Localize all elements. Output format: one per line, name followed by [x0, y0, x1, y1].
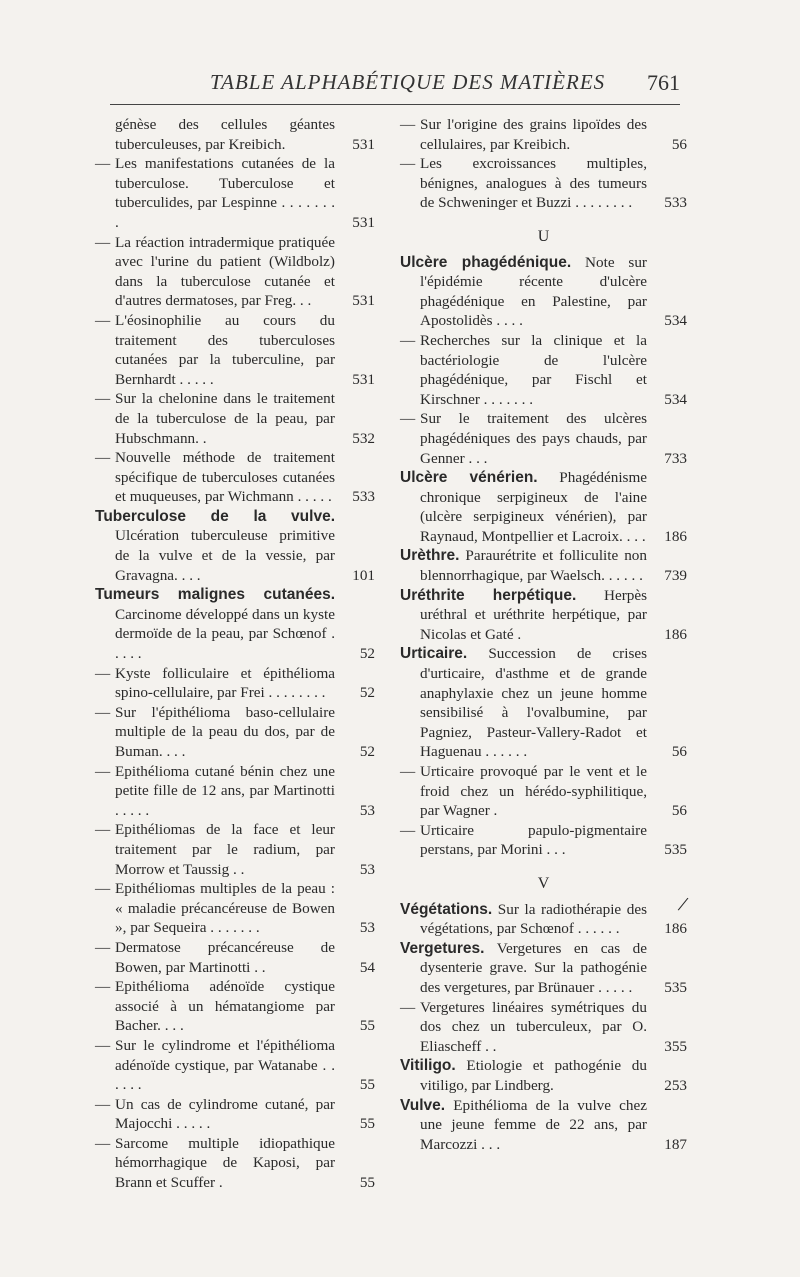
index-subentry — [95, 664, 375, 703]
index-subentry — [95, 703, 375, 762]
entry-description: Ulcération tuberculeuse primitive de la vulve et de la vessie, par Gravagna. . . . — [115, 527, 335, 584]
entry-page-ref: 101 — [352, 566, 375, 584]
entry-page-ref: 52 — [359, 684, 375, 702]
page-header — [110, 70, 680, 110]
entry-text: Sur le traitement des ulcères phagédéniques des pays chauds, par Genner . . . — [420, 410, 647, 467]
entry-dash: — — [95, 880, 111, 898]
entry-dash: — — [400, 998, 416, 1016]
index-entry — [400, 1056, 687, 1095]
index-subentry — [95, 977, 375, 1036]
entry-page-ref: 535 — [664, 978, 687, 996]
entry-dash: — — [400, 410, 416, 428]
letter-heading: V — [537, 874, 550, 892]
entry-text: L'éosinophilie au cours du traitement des tuberculoses cutanées par la tuberculine, par Bernhardt . . . . . — [115, 311, 335, 388]
index-subentry — [95, 154, 375, 232]
entry-page-ref: 534 — [664, 390, 687, 408]
entry-keyword: Urticaire. — [400, 645, 468, 663]
index-subentry — [95, 311, 375, 389]
entry-description: Note sur l'épidémie récente d'ulcère phagédénique en Palestine, par Apostolidès . . . . — [420, 253, 647, 330]
entry-text: La réaction intradermique pratiquée avec l'urine du patient (Wildbolz) dans la tuberculose cutanée et d'autres dermatoses, par Freg. . . — [115, 233, 335, 310]
entry-text: Sur le cylindrome et l'épithélioma adénoïde cystique, par Watanabe . . . . . . — [115, 1036, 335, 1094]
entry-text: Sarcome multiple idiopathique hémorrhagique de Kaposi, par Brann et Scuffer . — [115, 1134, 335, 1192]
index-entry — [400, 939, 687, 998]
entry-text — [400, 586, 647, 645]
entry-keyword: Ulcère vénérien. — [400, 469, 538, 487]
entry-keyword: Vulve. — [400, 1096, 446, 1114]
entry-text: Nouvelle méthode de traitement spécifique de tuberculoses cutanées et muqueuses, par Wichmann . . . . . — [115, 449, 335, 506]
entry-dash: — — [400, 155, 416, 173]
index-subentry — [400, 762, 687, 821]
index-subentry — [400, 331, 687, 409]
index-entry — [400, 1096, 687, 1155]
entry-dash: — — [95, 155, 111, 173]
entry-page-ref: 531 — [352, 292, 375, 310]
entry-page-ref: 533 — [352, 488, 375, 506]
entry-dash: — — [95, 1036, 111, 1054]
entry-text: Sur l'origine des grains lipoïdes des cellulaires, par Kreibich. — [420, 116, 647, 153]
entry-dash: — — [400, 331, 416, 349]
entry-page-ref: 535 — [664, 841, 687, 859]
entry-dash: — — [95, 1134, 111, 1152]
entry-dash: — — [400, 821, 416, 839]
entry-keyword: Végétations. — [400, 900, 493, 918]
entry-dash: — — [95, 762, 111, 780]
entry-description: Phagédénisme chronique serpigineux de l'aine (ulcère serpigineux vénérien), par Raynaud, Montpellier et Lacroix. . . . — [420, 469, 648, 545]
entry-dash: — — [95, 821, 111, 839]
index-subentry — [95, 115, 375, 154]
index-entry — [95, 585, 375, 663]
entry-text: Vergetures linéaires symétriques du dos chez un tuberculeux, par O. Eliascheff . . — [420, 998, 647, 1055]
entry-page-ref: 56 — [671, 802, 687, 820]
index-subentry — [95, 233, 375, 311]
entry-keyword: Ulcère phagédénique. — [400, 253, 572, 271]
entry-page-ref: 186 — [664, 527, 687, 545]
entry-page-ref: 187 — [664, 1135, 687, 1153]
index-entry — [400, 546, 687, 585]
entry-page-ref: 54 — [359, 958, 375, 976]
entry-text: Epithélioma cutané bénin chez une petite fille de 12 ans, par Martinotti . . . . . — [115, 762, 335, 819]
index-subentry — [95, 448, 375, 507]
entry-keyword: Uréthrite herpétique. — [400, 586, 577, 604]
entry-description: Carcinome développé dans un kyste dermoïde de la peau, par Schœnof . . . . . — [115, 605, 335, 663]
entry-text — [400, 1056, 647, 1095]
entry-text: génèse des cellules géantes tuberculeuses, par Kreibich. — [115, 116, 335, 153]
index-subentry — [95, 762, 375, 821]
entry-page-ref: 52 — [359, 645, 375, 663]
index-subentry — [95, 938, 375, 977]
entry-page-ref: 532 — [352, 429, 375, 447]
entry-description: Vergetures en cas de dysenterie grave. Sur la pathogénie des vergetures, par Brünauer . . . . . — [420, 939, 647, 996]
entry-text: Les excroissances multiples, bénignes, analogues à des tumeurs de Schweninger et Buzzi . . . . . . . . — [420, 155, 647, 212]
entry-text — [400, 939, 647, 998]
index-subentry — [400, 998, 687, 1057]
entry-page-ref: 53 — [359, 919, 375, 937]
index-entry — [400, 468, 687, 546]
entry-description: Sur la radiothérapie des végétations, par Schœnof . . . . . . — [420, 900, 648, 938]
margin-mark: / — [676, 890, 691, 917]
entry-keyword: Tuberculose de la vulve. — [95, 507, 335, 525]
entry-text — [400, 1096, 648, 1155]
entry-description: Etiologie et pathogénie du vitiligo, par Lindberg. — [420, 1057, 647, 1094]
page-number: 761 — [647, 70, 680, 95]
entry-dash: — — [95, 390, 111, 408]
entry-page-ref: 533 — [664, 194, 687, 212]
entry-text: Dermatose précancéreuse de Bowen, par Martinotti . . — [115, 938, 335, 976]
entry-keyword: Tumeurs malignes cutanées. — [95, 586, 335, 604]
entry-keyword: Urèthre. — [400, 547, 460, 565]
entry-dash: — — [400, 763, 416, 780]
index-subentry — [95, 1095, 375, 1134]
entry-text — [95, 585, 335, 663]
entry-page-ref: 531 — [352, 370, 375, 388]
entry-page-ref: 56 — [671, 135, 687, 153]
entry-keyword: Vitiligo. — [400, 1057, 456, 1075]
entry-text: Kyste folliculaire et épithélioma spino-cellulaire, par Frei . . . . . . . . — [115, 664, 335, 702]
entry-page-ref: 55 — [359, 1017, 375, 1035]
entry-dash: — — [95, 1095, 111, 1113]
index-subentry — [400, 821, 687, 860]
entry-text — [400, 546, 647, 585]
entry-dash: — — [95, 703, 111, 721]
entry-page-ref: 53 — [359, 860, 375, 878]
index-entry — [400, 644, 687, 762]
index-subentry — [95, 389, 375, 448]
entry-page-ref: 531 — [352, 213, 375, 231]
entry-page-ref: 739 — [664, 567, 687, 585]
entry-description: Succession de crises d'urticaire, d'asthme et de grande anaphylaxie chez un jeune homme sensibilisé à l'ovalbumine, par Pagniez, Pasteur-Vallery-Radot et Haguenau . . . . . . — [420, 645, 648, 761]
index-column-left — [95, 115, 375, 1193]
index-entry — [400, 586, 687, 645]
index-entry — [400, 890, 691, 939]
entry-page-ref: 53 — [359, 801, 375, 819]
entry-description: Paraurétrite et folliculite non blennorrhagique, par Waelsch. . . . . . — [420, 547, 647, 585]
index-column-right — [400, 115, 691, 1154]
entry-dash: — — [95, 449, 111, 467]
entry-page-ref: 531 — [352, 135, 375, 153]
running-title: TABLE ALPHABÉTIQUE DES MATIÈRES — [210, 70, 606, 94]
entry-dash: — — [95, 978, 111, 996]
entry-page-ref: 55 — [359, 1174, 375, 1192]
header-rule — [110, 104, 680, 105]
entry-page-ref: 253 — [664, 1076, 687, 1094]
entry-text: Urticaire provoqué par le vent et le froid chez un hérédo-syphilitique, par Wagner . — [420, 763, 647, 820]
index-subentry — [95, 820, 375, 879]
index-subentry — [400, 115, 687, 154]
entry-dash: — — [95, 664, 111, 682]
entry-text: Sur l'épithélioma baso-cellulaire multiple de la peau du dos, par de Buman. . . . — [115, 703, 335, 760]
entry-page-ref: 186 — [664, 625, 687, 643]
entry-page-ref: 355 — [664, 1037, 687, 1055]
index-subentry — [400, 409, 687, 468]
letter-heading: U — [537, 227, 550, 245]
entry-text: Epithélioma adénoïde cystique associé à un hématangiome par Bacher. . . . — [115, 978, 335, 1035]
entry-dash: — — [95, 938, 111, 956]
entry-keyword: Vergetures. — [400, 939, 485, 957]
entry-text: Epithéliomas multiples de la peau : « maladie précancéreuse de Bowen », par Sequeira . . . . . . . — [115, 880, 335, 937]
entry-page-ref: 55 — [359, 1115, 375, 1133]
entry-text: Recherches sur la clinique et la bactériologie de l'ulcère phagédénique, par Fischl et Kirschner . . . . . . . — [420, 331, 647, 408]
entry-page-ref: 55 — [359, 1076, 375, 1094]
index-subentry — [95, 1134, 375, 1193]
entry-dash: — — [400, 116, 416, 133]
entry-text — [95, 507, 335, 585]
entry-page-ref: 186 — [664, 920, 687, 938]
entry-text: Un cas de cylindrome cutané, par Majocchi . . . . . — [115, 1095, 335, 1133]
entry-description: Epithélioma de la vulve chez une jeune femme de 22 ans, par Marcozzi . . . — [420, 1096, 648, 1153]
index-subentry — [95, 1036, 375, 1095]
entry-text — [400, 468, 648, 546]
entry-text: Les manifestations cutanées de la tuberculose. Tuberculose et tuberculides, par Lespinne . . . . . . . . — [115, 155, 335, 231]
entry-dash: — — [95, 233, 111, 251]
index-subentry — [400, 154, 687, 213]
entry-page-ref: 52 — [359, 743, 375, 760]
entry-description: Herpès uréthral et uréthrite herpétique, par Nicolas et Gaté . — [420, 586, 647, 643]
index-subentry — [95, 879, 375, 938]
entry-page-ref: 733 — [664, 449, 687, 467]
entry-page-ref: 56 — [671, 743, 687, 761]
index-entry — [400, 253, 687, 331]
entry-text — [400, 900, 648, 939]
entry-page-ref: 534 — [664, 312, 687, 330]
entry-text — [400, 253, 647, 331]
entry-text: Urticaire papulo-pigmentaire perstans, par Morini . . . — [420, 821, 647, 859]
entry-text — [400, 644, 648, 762]
entry-text: Sur la chelonine dans le traitement de la tuberculose de la peau, par Hubschmann. . — [115, 390, 335, 447]
entry-dash: — — [95, 311, 111, 329]
entry-text: Epithéliomas de la face et leur traitement par le radium, par Morrow et Taussig . . — [115, 821, 335, 878]
index-entry — [95, 507, 375, 585]
